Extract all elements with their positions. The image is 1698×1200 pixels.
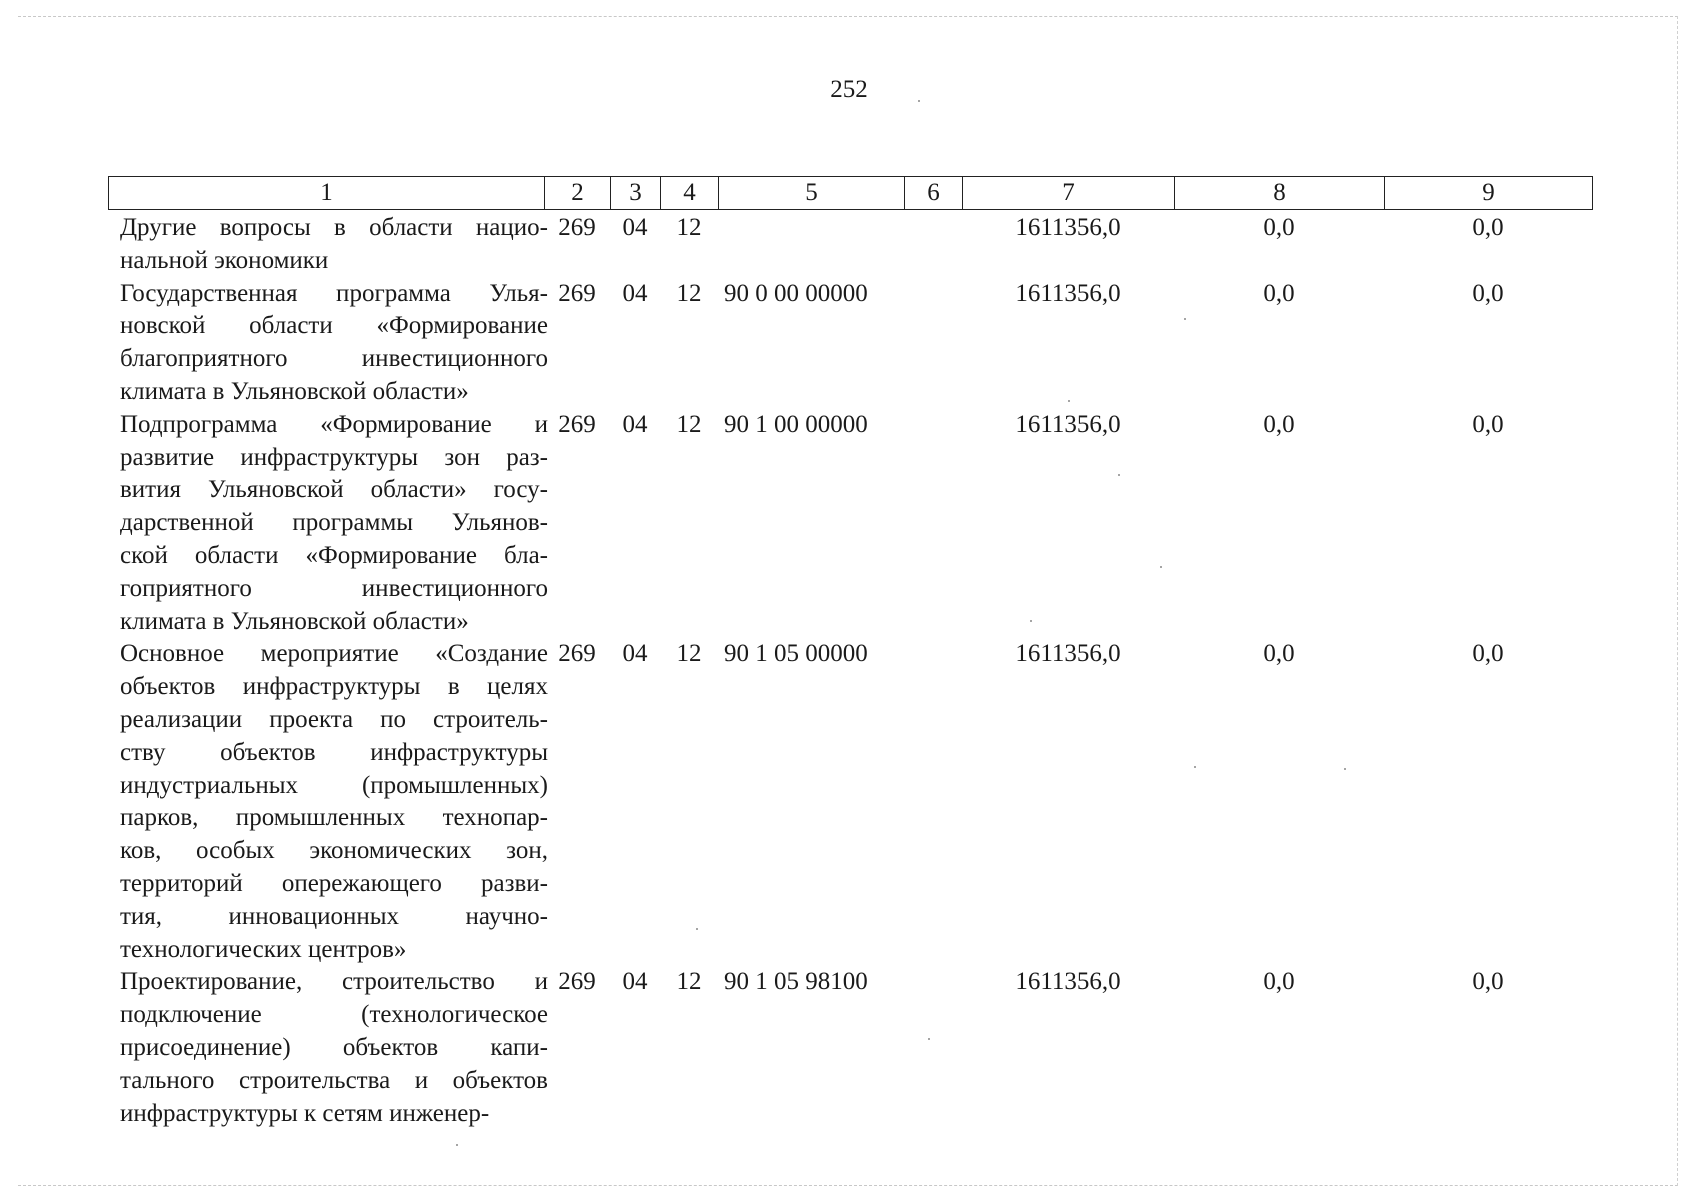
table-row — [108, 212, 1592, 278]
cell-col-8: 0,0 — [1263, 410, 1295, 438]
cell-col-5: 90 0 00 00000 — [724, 279, 868, 307]
row-name-line: индустриальных (промышленных) — [120, 771, 548, 799]
cell-col-9: 0,0 — [1472, 968, 1504, 996]
scan-speck — [928, 1038, 930, 1040]
column-header-7: 7 — [963, 177, 1175, 210]
row-name-line: дарственной программы Ульянов- — [120, 509, 548, 537]
cell-col-2: 269 — [558, 968, 596, 996]
scan-speck — [1344, 768, 1346, 770]
scan-speck — [1194, 766, 1196, 768]
row-name-line: технологических центров» — [120, 935, 407, 963]
cell-col-8: 0,0 — [1263, 640, 1295, 668]
column-header-4: 4 — [661, 177, 719, 210]
row-name-line: парков, промышленных технопар- — [120, 804, 548, 832]
row-name-line: Подпрограмма «Формирование и — [120, 410, 548, 438]
row-name-line: присоединение) объектов капи- — [120, 1033, 548, 1061]
cell-col-9: 0,0 — [1472, 640, 1504, 668]
scan-speck — [1030, 620, 1032, 622]
row-name-line: территорий опережающего разви- — [120, 869, 548, 897]
column-header-8: 8 — [1175, 177, 1385, 210]
row-name-line: климата в Ульяновской области» — [120, 607, 469, 635]
cell-col-3: 04 — [622, 410, 648, 438]
scan-speck — [456, 1144, 458, 1146]
scan-speck — [1068, 400, 1070, 402]
scan-speck — [696, 928, 698, 930]
row-name — [120, 409, 548, 639]
column-header-row — [109, 177, 1593, 210]
row-name-line: нальной экономики — [120, 246, 329, 274]
cell-col-9: 0,0 — [1472, 279, 1504, 307]
row-name — [120, 212, 548, 278]
row-name-line: подключение (технологическое — [120, 1001, 548, 1029]
column-header-5: 5 — [719, 177, 905, 210]
cell-col-4: 12 — [676, 279, 702, 307]
cell-col-4: 12 — [676, 410, 702, 438]
row-name-line: климата в Ульяновской области» — [120, 377, 469, 405]
row-name-line: Проектирование, строительство и — [120, 968, 548, 996]
cell-col-4: 12 — [676, 214, 702, 241]
cell-col-2: 269 — [558, 214, 596, 241]
cell-col-5: 90 1 00 00000 — [724, 410, 868, 438]
cell-col-8: 0,0 — [1263, 968, 1295, 996]
cell-col-7: 1611356,0 — [1015, 410, 1121, 438]
row-name-line: гоприятного инвестиционного — [120, 574, 548, 602]
column-header-9: 9 — [1385, 177, 1593, 210]
scan-speck — [918, 100, 920, 102]
cell-col-4: 12 — [676, 968, 702, 996]
table-row — [108, 638, 1592, 966]
column-header-table — [108, 176, 1593, 210]
cell-col-7: 1611356,0 — [1015, 214, 1121, 241]
cell-col-3: 04 — [622, 640, 648, 668]
column-header-1: 1 — [109, 177, 545, 210]
row-name-line: Основное мероприятие «Создание — [120, 640, 548, 668]
cell-col-4: 12 — [676, 640, 702, 668]
cell-col-2: 269 — [558, 640, 596, 668]
row-name-line: реализации проекта по строитель- — [120, 705, 548, 733]
row-name-line: объектов инфраструктуры в целях — [120, 673, 548, 701]
cell-col-9: 0,0 — [1472, 214, 1504, 241]
row-name-line: новской области «Формирование — [120, 312, 548, 340]
scan-speck — [1184, 318, 1186, 320]
row-name-line: ской области «Формирование бла- — [120, 541, 548, 569]
column-header-6: 6 — [905, 177, 963, 210]
row-name-line: инфраструктуры к сетям инженер- — [120, 1099, 490, 1127]
row-name-line: ков, особых экономических зон, — [120, 837, 548, 865]
column-header-2: 2 — [545, 177, 611, 210]
cell-col-3: 04 — [622, 968, 648, 996]
row-name-line: вития Ульяновской области» госу- — [120, 476, 548, 504]
cell-col-8: 0,0 — [1263, 279, 1295, 307]
cell-col-9: 0,0 — [1472, 410, 1504, 438]
cell-col-3: 04 — [622, 279, 648, 307]
row-name-line: ству объектов инфраструктуры — [120, 738, 548, 766]
table-row — [108, 966, 1592, 1130]
page-number: 252 — [830, 76, 868, 103]
row-name — [120, 278, 548, 409]
row-name-line: тия, инновационных научно- — [120, 902, 548, 930]
table-row — [108, 278, 1592, 409]
cell-col-7: 1611356,0 — [1015, 968, 1121, 996]
cell-col-8: 0,0 — [1263, 214, 1295, 241]
cell-col-7: 1611356,0 — [1015, 640, 1121, 668]
row-name — [120, 638, 548, 966]
cell-col-2: 269 — [558, 410, 596, 438]
cell-col-5: 90 1 05 98100 — [724, 968, 868, 996]
row-name-line: Государственная программа Улья- — [120, 279, 548, 307]
cell-col-7: 1611356,0 — [1015, 279, 1121, 307]
cell-col-3: 04 — [622, 214, 648, 241]
row-name-line: тального строительства и объектов — [120, 1066, 548, 1094]
scan-speck — [1160, 566, 1162, 568]
row-name-line: развитие инфраструктуры зон раз- — [120, 443, 548, 471]
table-row — [108, 409, 1592, 639]
scan-speck — [1118, 474, 1120, 476]
table-body — [108, 212, 1592, 1130]
cell-col-2: 269 — [558, 279, 596, 307]
row-name-line: благоприятного инвестиционного — [120, 345, 548, 373]
row-name — [120, 966, 548, 1130]
column-header-3: 3 — [611, 177, 661, 210]
row-name-line: Другие вопросы в области нацио- — [120, 214, 548, 241]
cell-col-5: 90 1 05 00000 — [724, 640, 868, 668]
